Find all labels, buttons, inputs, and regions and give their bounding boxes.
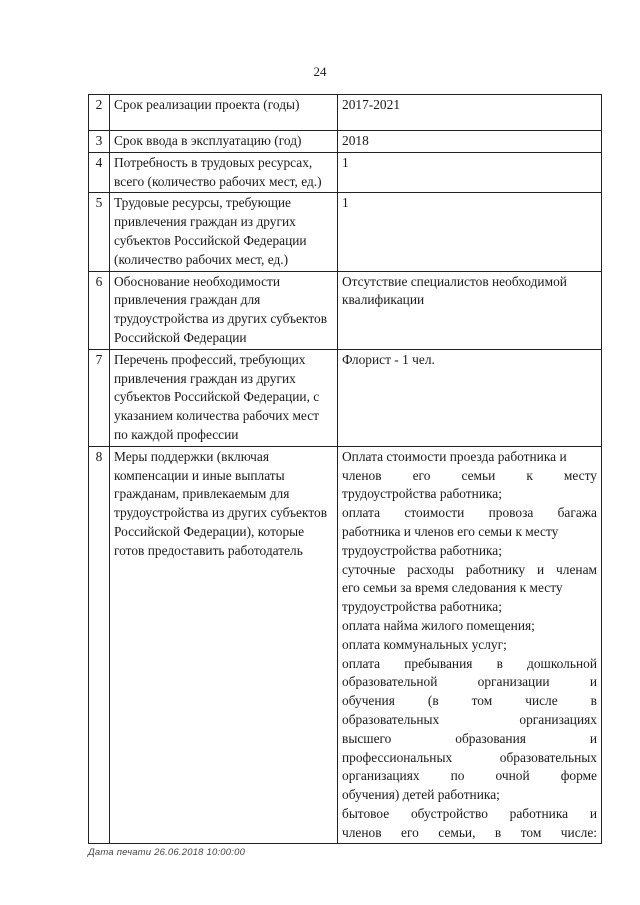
table-row	[89, 446, 602, 844]
table-row	[89, 131, 602, 153]
table-row	[89, 152, 602, 193]
row-label: Обоснование необходимости привлечения граждан для трудоустройства из других субъектов Российской Федерации	[110, 271, 338, 349]
row-value: 1	[338, 193, 602, 271]
value-line: суточные расходы работнику и членам	[342, 561, 597, 577]
value-line: профессиональных образовательных	[342, 749, 597, 765]
row-value: Флорист - 1 чел.	[338, 349, 602, 446]
row-label: Трудовые ресурсы, требующие привлечения граждан из других субъектов Российской Федерации (количество рабочих мест, ед.)	[110, 193, 338, 271]
value-line: трудоустройства работника;	[342, 486, 502, 502]
value-line: обучения (в том числе в	[342, 693, 597, 709]
row-value: 1	[338, 152, 602, 193]
value-line: оплата стоимости провоза багажа	[342, 505, 597, 521]
row-number: 8	[89, 446, 110, 844]
print-date-footer: Дата печати 26.06.2018 10:00:00	[88, 847, 246, 858]
row-label: Срок реализации проекта (годы)	[110, 95, 338, 131]
table-row	[89, 271, 602, 349]
value-line: Оплата стоимости проезда работника и	[342, 448, 567, 464]
value-line: образовательной организации и	[342, 674, 597, 690]
value-line: членов его семьи к месту	[342, 467, 597, 483]
row-number: 4	[89, 152, 110, 193]
row-label: Потребность в трудовых ресурсах, всего (количество рабочих мест, ед.)	[110, 152, 338, 193]
value-line: оплата пребывания в дошкольной	[342, 655, 597, 671]
support-measures-cell	[338, 446, 602, 844]
value-line: образовательных организациях	[342, 711, 597, 727]
value-line: оплата коммунальных услуг;	[342, 636, 507, 652]
value-line: обучения) детей работника;	[342, 787, 500, 803]
value-line: высшего образования и	[342, 730, 597, 746]
row-number: 3	[89, 131, 110, 153]
project-info-table	[88, 94, 602, 844]
table-row	[89, 349, 602, 446]
value-line: трудоустройства работника;	[342, 542, 502, 558]
page-number: 24	[313, 64, 327, 79]
row-number: 5	[89, 193, 110, 271]
value-line: членов его семьи, в том числе:	[342, 824, 597, 840]
value-line: организациях по очной форме	[342, 768, 597, 784]
value-line: оплата найма жилого помещения;	[342, 617, 535, 633]
value-line: его семьи за время следования к месту	[342, 580, 563, 596]
row-number: 6	[89, 271, 110, 349]
row-value: Отсутствие специалистов необходимой квалификации	[338, 271, 602, 349]
row-value: 2018	[338, 131, 602, 153]
row-label: Перечень профессий, требующих привлечения граждан из других субъектов Российской Федерации, с указанием количества рабочих мест по каждой профессии	[110, 349, 338, 446]
table-row	[89, 193, 602, 271]
value-line: работника и членов его семьи к месту	[342, 523, 559, 539]
row-value: 2017-2021	[338, 95, 602, 131]
row-label: Меры поддержки (включая компенсации и иные выплаты гражданам, привлекаемым для трудоустройства из других субъектов Российской Федерации), которые готов предоставить работодатель	[110, 446, 338, 844]
value-line: трудоустройства работника;	[342, 599, 502, 615]
row-number: 7	[89, 349, 110, 446]
row-number: 2	[89, 95, 110, 131]
row-label: Срок ввода в эксплуатацию (год)	[110, 131, 338, 153]
value-line: бытовое обустройство работника и	[342, 805, 597, 821]
table-row	[89, 95, 602, 131]
